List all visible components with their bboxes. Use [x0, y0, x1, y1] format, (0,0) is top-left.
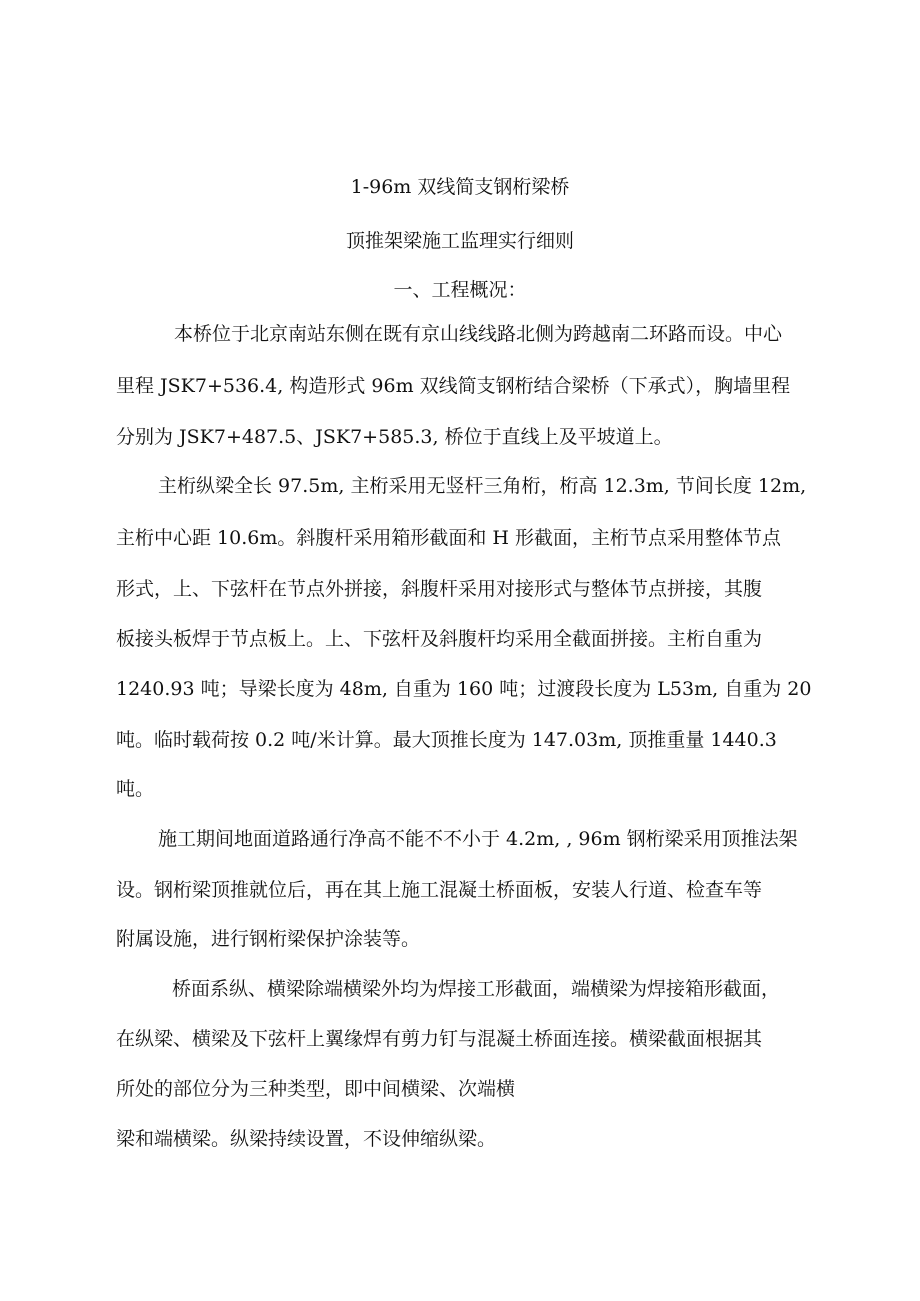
paragraph-4-line-4: 梁和端横梁。纵梁持续设置，不设伸缩纵梁。 [116, 1128, 497, 1150]
paragraph-4-line-3: 所处的部位分为三种类型，即中间横梁、次端横 [116, 1078, 516, 1100]
paragraph-2-line-6: 吨。临时载荷按 0.2 吨/米计算。最大顶推长度为 147.03m, 顶推重量 1440.3 [116, 729, 777, 751]
paragraph-2-line-1: 主桁纵梁全长 97.5m, 主桁采用无竖杆三角桁，桁高 12.3m, 节间长度 12m, [158, 475, 807, 497]
paragraph-3-line-2: 设。钢桁梁顶推就位后，再在其上施工混凝土桥面板，安装人行道、检查车等 [116, 879, 763, 901]
paragraph-3-line-1: 施工期间地面道路通行净高不能不不小于 4.2m, , 96m 钢桁梁采用顶推法架 [158, 828, 798, 850]
paragraph-1-line-3: 分别为 JSK7+487.5、JSK7+585.3, 桥位于直线上及平坡道上。 [116, 426, 673, 448]
paragraph-4-line-1: 桥面系纵、横梁除端横梁外均为焊接工形截面，端横梁为焊接箱形截面， [172, 978, 781, 1000]
document-title-line-1: 1-96m 双线简支钢桁梁桥 [350, 176, 570, 198]
section-heading: 一、工程概况： [393, 279, 527, 301]
document-title-line-2: 顶推架梁施工监理实行细则 [345, 230, 574, 252]
paragraph-2-line-3: 形式，上、下弦杆在节点外拼接，斜腹杆采用对接形式与整体节点拼接，其腹 [116, 578, 763, 600]
paragraph-2-line-2: 主桁中心距 10.6m。斜腹杆采用箱形截面和 H 形截面，主桁节点采用整体节点 [116, 527, 782, 549]
paragraph-2-line-7: 吨。 [116, 778, 155, 800]
paragraph-3-line-3: 附属设施，进行钢桁梁保护涂装等。 [116, 928, 421, 950]
paragraph-1-line-1: 本桥位于北京南站东侧在既有京山线线路北侧为跨越南二环路而设。中心 [174, 323, 783, 345]
paragraph-2-line-5: 1240.93 吨；导梁长度为 48m, 自重为 160 吨；过渡段长度为 L53m, 自重为 20 [116, 678, 812, 700]
paragraph-2-line-4: 板接头板焊于节点板上。上、下弦杆及斜腹杆均采用全截面拼接。主桁自重为 [116, 628, 763, 650]
paragraph-4-line-2: 在纵梁、横梁及下弦杆上翼缘焊有剪力钉与混凝土桥面连接。横梁截面根据其 [116, 1028, 763, 1050]
paragraph-1-line-2: 里程 JSK7+536.4, 构造形式 96m 双线简支钢桁结合梁桥（下承式），胸墙里程 [116, 375, 791, 397]
